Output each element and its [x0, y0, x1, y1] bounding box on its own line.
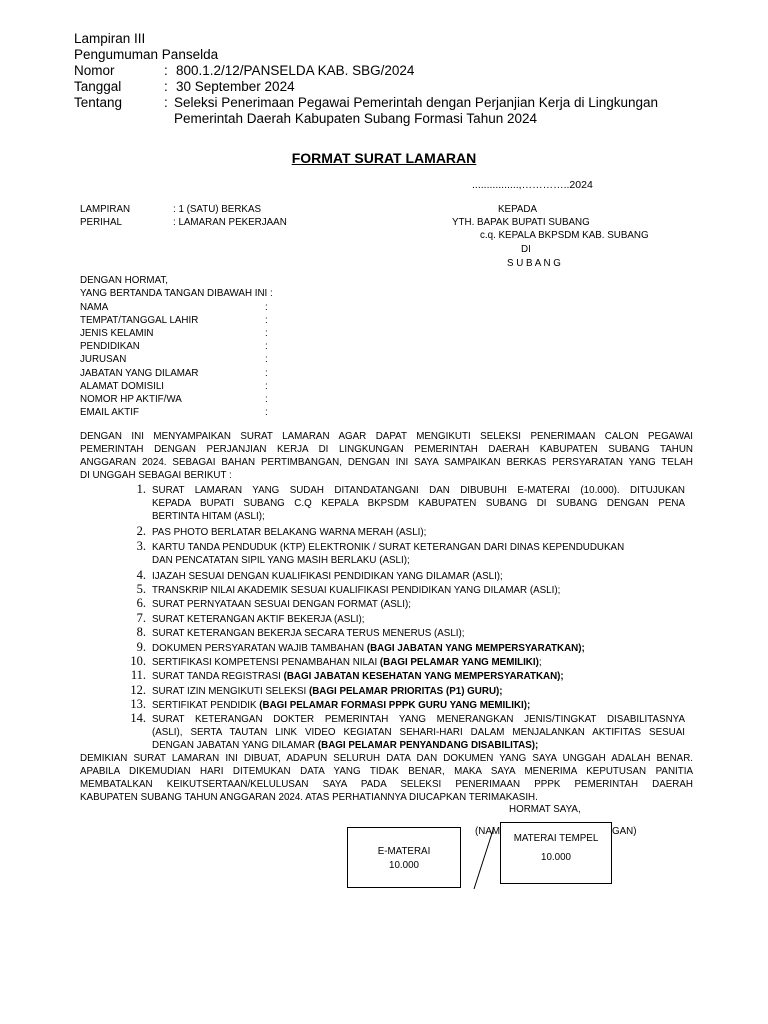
field-colon: :	[265, 368, 268, 379]
field-colon: :	[265, 302, 268, 313]
undersigned-line: YANG BERTANDA TANGAN DIBAWAH INI :	[80, 288, 273, 299]
announcement-label: Pengumuman Panselda	[74, 47, 219, 62]
name-placeholder-close: GAN)	[612, 826, 637, 837]
lampiran-label: LAMPIRAN	[80, 204, 131, 215]
address-di: DI	[521, 244, 531, 255]
document-title: FORMAT SURAT LAMARAN	[291, 150, 477, 166]
closing-line: DEMIKIAN SURAT LAMARAN INI DIBUAT, ADAPUN SELURUH DATA DAN DOKUMEN YANG SAYA UNGGAH ADALAH BENAR.	[80, 753, 693, 764]
list-number: 10.	[130, 654, 146, 668]
field-label: PENDIDIKAN	[80, 341, 140, 352]
list-item-text: SURAT TANDA REGISTRASI (BAGI JABATAN KESEHATAN YANG MEMPERSYARATKAN);	[152, 671, 564, 682]
field-colon: :	[265, 315, 268, 326]
tanggal-label: Tanggal	[74, 79, 122, 94]
list-number: 12.	[130, 683, 146, 697]
address-kepada: KEPADA	[498, 204, 538, 215]
list-number: 8.	[136, 625, 146, 639]
list-item-text: DAN PENCATATAN SIPIL YANG MASIH BERLAKU (ASLI);	[152, 555, 410, 566]
intro-line: DENGAN INI MENYAMPAIKAN SURAT LAMARAN AGAR DAPAT MENGIKUTI SELEKSI PENERIMAAN CALON PEGAWAI	[80, 431, 693, 442]
list-item-text: SURAT KETERANGAN BEKERJA SECARA TERUS MENERUS (ASLI);	[152, 628, 465, 639]
field-label: TEMPAT/TANGGAL LAHIR	[80, 315, 199, 326]
list-number: 9.	[136, 640, 146, 654]
date-line: ................,…………..2024	[472, 179, 593, 191]
list-item-text: SURAT LAMARAN YANG SUDAH DITANDATANGANI DAN DIBUBUHI E-MATERAI (10.000). DITUJUKAN	[152, 485, 685, 496]
tentang-colon: :	[164, 95, 168, 110]
list-item-text: SURAT IZIN MENGIKUTI SELEKSI (BAGI PELAMAR PRIORITAS (P1) GURU);	[152, 686, 503, 697]
list-item-text: (ASLI), SERTA TAUTAN LINK VIDEO KEGIATAN SEHARI-HARI DALAM MENJALANKAN AKTIFITAS SESUAI	[152, 727, 685, 738]
attachment-label: Lampiran III	[74, 31, 146, 46]
list-item-text: PAS PHOTO BERLATAR BELAKANG WARNA MERAH (ASLI);	[152, 527, 427, 538]
field-label: NOMOR HP AKTIF/WA	[80, 394, 182, 405]
address-cq: c.q. KEPALA BKPSDM KAB. SUBANG	[480, 230, 649, 241]
address-city: S U B A N G	[507, 258, 561, 269]
field-label: JENIS KELAMIN	[80, 328, 154, 339]
materai-tempel-value: 10.000	[541, 852, 571, 863]
field-label: EMAIL AKTIF	[80, 407, 139, 418]
tentang-value-line2: Pemerintah Daerah Kabupaten Subang Formasi Tahun 2024	[174, 111, 537, 126]
field-colon: :	[265, 407, 268, 418]
field-colon: :	[265, 381, 268, 392]
list-number: 7.	[136, 611, 146, 625]
name-placeholder-open: (NAM	[475, 826, 501, 837]
list-number: 6.	[136, 596, 146, 610]
perihal-label: PERIHAL	[80, 217, 122, 228]
e-meterai-box	[347, 827, 461, 888]
e-meterai-label: E-MATERAI	[377, 846, 431, 857]
field-label: JURUSAN	[80, 354, 127, 365]
list-number: 3.	[136, 539, 146, 553]
closing-line: MEMBATALKAN KEIKUTSERTAAN/KELULUSAN SAYA PADA SELEKSI PENERIMAAN PPPK PEMERINTAH DAERAH	[80, 779, 693, 790]
tentang-value-line1: Seleksi Penerimaan Pegawai Pemerintah dengan Perjanjian Kerja di Lingkungan	[174, 95, 659, 110]
address-yth: YTH. BAPAK BUPATI SUBANG	[452, 217, 590, 228]
field-colon: :	[265, 341, 268, 352]
hormat-saya: HORMAT SAYA,	[509, 804, 581, 815]
list-item-text: SURAT KETERANGAN DOKTER PEMERINTAH YANG MENERANGKAN JENIS/TINGKAT DISABILITASNYA	[152, 714, 685, 725]
closing-line: APABILA DIKEMUDIAN HARI DITEMUKAN DATA YANG TIDAK BENAR, MAKA SAYA MENERIMA KEPUTUSAN PANITIA	[80, 766, 693, 777]
list-item-text: KARTU TANDA PENDUDUK (KTP) ELEKTRONIK / SURAT KETERANGAN DARI DINAS KEPENDUDUKAN	[152, 542, 625, 553]
tanggal-value: 30 September 2024	[176, 79, 295, 94]
list-item-text: DENGAN JABATAN YANG DILAMAR (BAGI PELAMAR PENYANDANG DISABILITAS);	[152, 740, 539, 751]
nomor-label: Nomor	[74, 63, 115, 78]
nomor-value: 800.1.2/12/PANSELDA KAB. SBG/2024	[176, 63, 415, 78]
tentang-label: Tentang	[74, 95, 123, 110]
intro-line: PEMERINTAH DENGAN PERJANJIAN KERJA DI LINGKUNGAN PEMERINTAH DAERAH KABUPATEN SUBANG TAHUN	[80, 444, 693, 455]
list-item-text: KEPADA BUPATI SUBANG C.Q KEPALA BKPSDM KABUPATEN SUBANG DI SUBANG DENGAN PENA	[152, 498, 685, 509]
list-number: 13.	[130, 697, 146, 711]
field-colon: :	[265, 394, 268, 405]
list-item-text: SURAT KETERANGAN AKTIF BEKERJA (ASLI);	[152, 614, 365, 625]
field-colon: :	[265, 354, 268, 365]
list-item-text: SERTIFIKAT PENDIDIK (BAGI PELAMAR FORMASI PPPK GURU YANG MEMILIKI);	[152, 700, 531, 711]
list-item-text: BERTINTA HITAM (ASLI);	[152, 511, 265, 522]
intro-line: DI UNGGAH SEBAGAI BERIKUT :	[80, 470, 232, 481]
list-number: 1.	[136, 482, 146, 496]
list-number: 5.	[136, 582, 146, 596]
e-meterai-value: 10.000	[389, 860, 419, 871]
list-number: 11.	[130, 668, 146, 682]
signature-slash-line	[470, 825, 501, 891]
list-number: 14.	[130, 711, 146, 725]
list-item-text: SERTIFIKASI KOMPETENSI PENAMBAHAN NILAI (BAGI PELAMAR YANG MEMILIKI);	[152, 657, 542, 668]
list-number: 2.	[136, 524, 146, 538]
list-item-text: TRANSKRIP NILAI AKADEMIK SESUAI KUALIFIKASI PENDIDIKAN YANG DILAMAR (ASLI);	[152, 585, 561, 596]
intro-line: ANGGARAN 2024. SEBAGAI BAHAN PERTIMBANGAN, DENGAN INI SAYA SAMPAIKAN BERKAS PERSYARATAN YANG TELAH	[80, 457, 693, 468]
tanggal-colon: :	[164, 79, 168, 94]
list-number: 4.	[136, 568, 146, 582]
field-label: ALAMAT DOMISILI	[80, 381, 165, 392]
lampiran-value: : 1 (SATU) BERKAS	[173, 204, 262, 215]
nomor-colon: :	[164, 63, 168, 78]
list-item-text: IJAZAH SESUAI DENGAN KUALIFIKASI PENDIDIKAN YANG DILAMAR (ASLI);	[152, 571, 503, 582]
field-label: NAMA	[80, 302, 109, 313]
closing-line: KABUPATEN SUBANG TAHUN ANGGARAN 2024. ATAS PERHATIANNYA DIUCAPKAN TERIMAKASIH.	[80, 792, 538, 803]
list-item-text: DOKUMEN PERSYARATAN WAJIB TAMBAHAN (BAGI JABATAN YANG MEMPERSYARATKAN);	[152, 643, 585, 654]
materai-tempel-box	[500, 822, 612, 884]
list-item-text: SURAT PERNYATAAN SESUAI DENGAN FORMAT (ASLI);	[152, 599, 411, 610]
greeting: DENGAN HORMAT,	[80, 275, 168, 286]
perihal-value: : LAMARAN PEKERJAAN	[173, 217, 287, 228]
field-colon: :	[265, 328, 268, 339]
field-label: JABATAN YANG DILAMAR	[80, 368, 199, 379]
materai-tempel-label: MATERAI TEMPEL	[513, 833, 599, 844]
